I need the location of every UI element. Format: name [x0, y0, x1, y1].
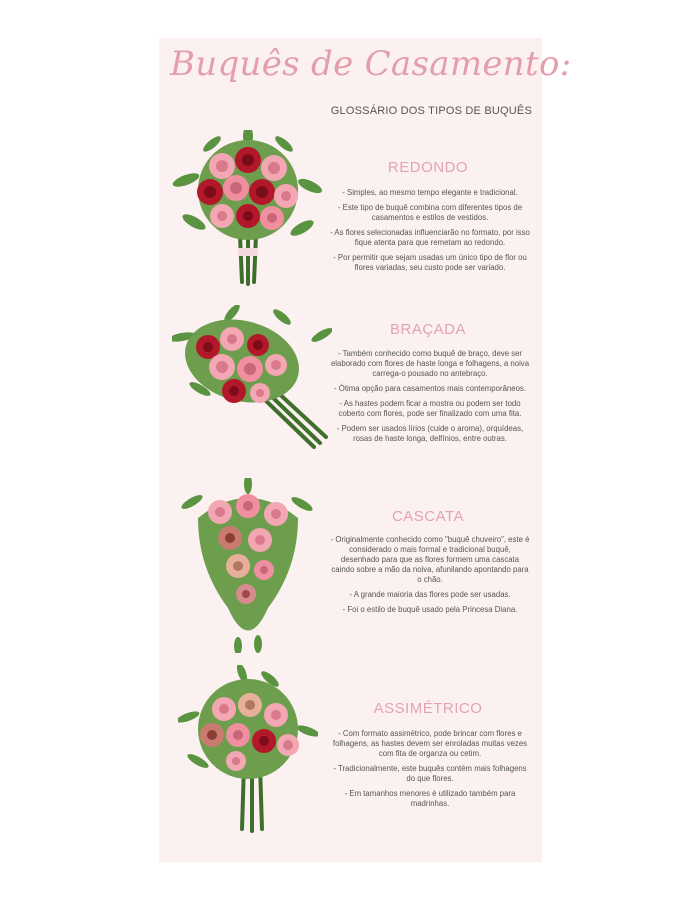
section-body-cascata [330, 535, 530, 620]
bullet: - Este tipo de buquê combina com diferentes tipos de casamentos e estilos de vestidos. [337, 203, 523, 222]
armful-bouquet-icon [172, 305, 332, 455]
section-body-assimetrico [330, 729, 530, 814]
section-title-cascata: CASCATA [391, 508, 465, 525]
bullet: - Também conhecido como buquê de braço, deve ser elaborado com flores de haste longa e folhagens, a noiva carrega-o pousado no antebraço. [330, 349, 530, 378]
asymmetric-bouquet-icon [178, 665, 318, 835]
section-body-redondo [330, 188, 530, 278]
section-body-bracada [330, 349, 530, 449]
bullet: - As flores selecionadas influenciarão no formato, por isso fique atenta para que remetam ao redondo. [330, 228, 530, 247]
section-title-bracada: BRAÇADA [389, 321, 467, 338]
bullet: - As hastes podem ficar a mostra ou podem ser todo coberto com flores, pode ser finalizado com uma fita. [338, 399, 522, 418]
bullet: - Tradicionalmente, este buquês contém mais folhagens do que flores. [333, 764, 527, 783]
bullet: - Podem ser usados lírios (cuide o aroma), orquídeas, rosas de haste longa, delfínios, entre outras. [336, 424, 524, 443]
bullet: - Por permitir que sejam usadas um único tipo de flor ou flores variadas, seu custo pode ser variado. [333, 253, 527, 272]
page-subtitle: GLOSSÁRIO DOS TIPOS DE BUQUÊS [330, 105, 532, 117]
bullet: - Originalmente conhecido como "buquê chuveiro", este é considerado o mais formal e tradicional buquê, desenhado para que as flores formem uma cascata caindo sobre a mão da noiva, afunilando apontando para o chão. [330, 535, 530, 584]
section-title-redondo: REDONDO [387, 159, 469, 176]
bullet: - Em tamanhos menores é utilizado também para madrinhas. [344, 789, 516, 808]
bullet: - Com formato assimétrico, pode brincar com flores e folhagens, as hastes devem ser enroladas muitas vezes com fita de organza ou cetim. [332, 729, 528, 758]
section-title-assimetrico: ASSIMÉTRICO [373, 700, 483, 717]
bullet: - Ótima opção para casamentos mais contemporâneos. [334, 384, 526, 393]
round-bouquet-icon [172, 130, 322, 290]
bullet: - Simples, ao mesmo tempo elegante e tradicional. [342, 188, 518, 197]
cascade-bouquet-icon [178, 478, 318, 653]
page-title: Buquês de Casamento: [170, 44, 572, 84]
bullet: - A grande maioria das flores pode ser usadas. [349, 590, 511, 599]
bullet: - Foi o estilo de buquê usado pela Princesa Diana. [342, 605, 518, 614]
